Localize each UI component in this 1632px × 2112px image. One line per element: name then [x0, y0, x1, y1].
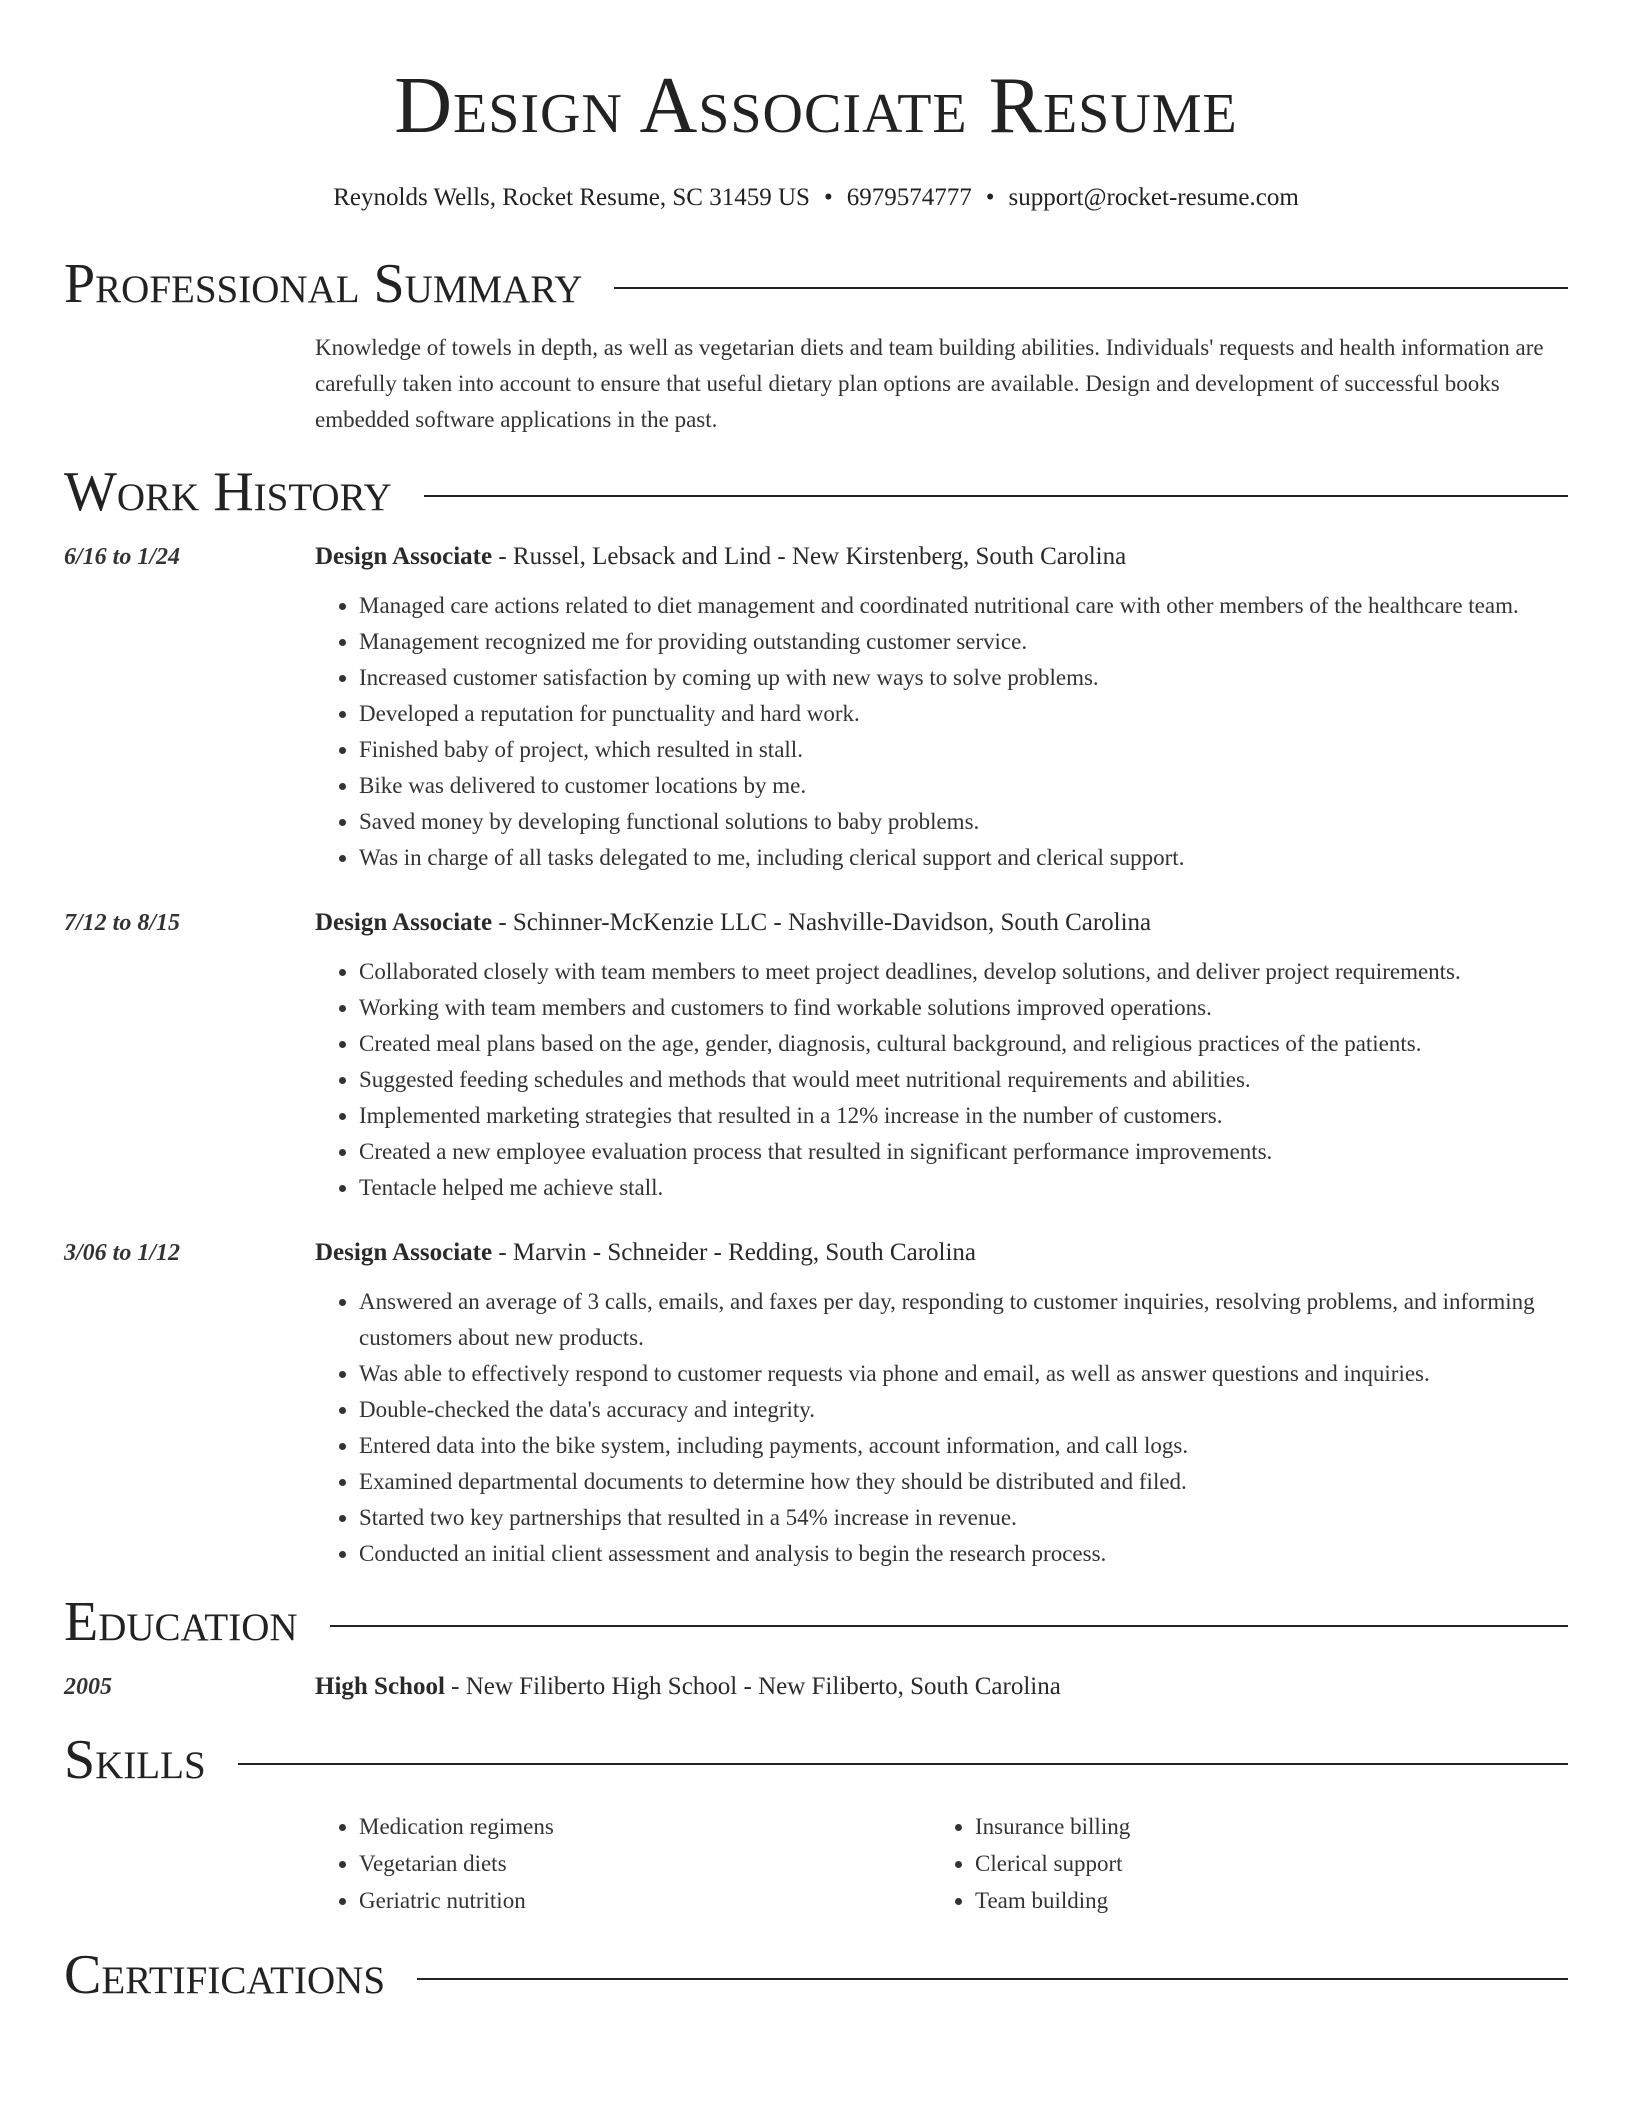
job-role: Design Associate [315, 543, 493, 570]
job-employer-location: - Marvin - Schneider - Redding, South Carolina [492, 1239, 977, 1266]
contact-separator: • [985, 184, 995, 211]
certifications-section-header [64, 1943, 1568, 2007]
education-details: - New Filiberto High School - New Filiberto, South Carolina [444, 1673, 1061, 1700]
job-title-line [315, 906, 1568, 940]
list-item: • Double-checked the data's accuracy and integrity. [359, 1392, 1568, 1428]
contact-line [64, 182, 1568, 214]
job-role: Design Associate [315, 1239, 493, 1266]
list-item: • Suggested feeding schedules and methods that would meet nutritional requirements and abilities. [359, 1062, 1568, 1098]
contact-address: Reynolds Wells, Rocket Resume, SC 31459 US [333, 184, 810, 211]
list-item: • Finished baby of project, which resulted in stall. [359, 732, 1568, 768]
job-bullet-list [315, 1284, 1568, 1572]
work-history-list [64, 540, 1568, 1572]
list-item: • Managed care actions related to diet management and coordinated nutritional care with other members of the healthcare team. [359, 588, 1568, 624]
list-item: • Saved money by developing functional solutions to baby problems. [359, 804, 1568, 840]
section-divider [614, 287, 1568, 289]
list-item: • Was able to effectively respond to customer requests via phone and email, as well as answer questions and inquiries. [359, 1356, 1568, 1392]
list-item: • Implemented marketing strategies that resulted in a 12% increase in the number of customers. [359, 1098, 1568, 1134]
work-history-section-header [64, 460, 1568, 524]
list-item: • Created a new employee evaluation process that resulted in significant performance improvements. [359, 1134, 1568, 1170]
job-role: Design Associate [315, 909, 493, 936]
list-item: • Collaborated closely with team members to meet project deadlines, develop solutions, and deliver project requirements. [359, 954, 1568, 990]
certifications-heading: Certifications [64, 1944, 386, 2006]
section-divider [238, 1763, 1568, 1765]
job-body [315, 906, 1568, 1206]
section-divider [424, 495, 1568, 497]
list-item: • Developed a reputation for punctuality and hard work. [359, 696, 1568, 732]
list-item: • Increased customer satisfaction by coming up with new ways to solve problems. [359, 660, 1568, 696]
section-divider [330, 1625, 1568, 1627]
job-entry [64, 1236, 1568, 1572]
skills-list-left [315, 1808, 931, 1919]
skills-section-header [64, 1728, 1568, 1792]
contact-phone: 6979574777 [846, 184, 972, 211]
job-dates: 3/06 to 1/12 [64, 1240, 181, 1266]
skill-item: • Insurance billing [975, 1808, 1547, 1845]
skills-list-right [931, 1808, 1547, 1919]
section-divider [417, 1978, 1568, 1980]
skill-item: • Team building [975, 1882, 1547, 1919]
job-body [315, 540, 1568, 876]
skill-item: • Medication regimens [359, 1808, 931, 1845]
education-heading: Education [64, 1591, 298, 1653]
summary-section-header [64, 252, 1568, 316]
list-item: • Conducted an initial client assessment and analysis to begin the research process. [359, 1536, 1568, 1572]
work-history-heading: Work History [64, 461, 392, 523]
list-item: • Created meal plans based on the age, gender, diagnosis, cultural background, and religious practices of the patients. [359, 1026, 1568, 1062]
job-bullet-list [315, 954, 1568, 1206]
job-title-line [315, 1236, 1568, 1270]
summary-heading: Professional Summary [64, 253, 583, 315]
list-item: • Was in charge of all tasks delegated to me, including clerical support and clerical support. [359, 840, 1568, 876]
resume-title: Design Associate Resume [394, 62, 1238, 150]
skill-item: • Vegetarian diets [359, 1845, 931, 1882]
skills-column-right [931, 1808, 1547, 1919]
education-line [315, 1670, 1568, 1704]
list-item: • Bike was delivered to customer locations by me. [359, 768, 1568, 804]
job-bullet-list [315, 588, 1568, 876]
list-item: • Examined departmental documents to determine how they should be distributed and filed. [359, 1464, 1568, 1500]
skills-heading: Skills [64, 1729, 206, 1791]
skills-column-left [315, 1808, 931, 1919]
job-dates: 7/12 to 8/15 [64, 910, 181, 936]
list-item: • Started two key partnerships that resulted in a 54% increase in revenue. [359, 1500, 1568, 1536]
education-entry [64, 1670, 1568, 1704]
list-item: • Management recognized me for providing outstanding customer service. [359, 624, 1568, 660]
education-section-header [64, 1590, 1568, 1654]
list-item: • Working with team members and customers to find workable solutions improved operations. [359, 990, 1568, 1026]
skills-list [315, 1808, 1568, 1919]
job-dates: 6/16 to 1/24 [64, 544, 181, 570]
skill-item: • Geriatric nutrition [359, 1882, 931, 1919]
summary-text: Knowledge of towels in depth, as well as vegetarian diets and team building abilities. Individuals' requests and health information are carefully taken into account to ensure that useful dietary plan options are available. Design and development of successful books embedded software applications in the past. [315, 335, 1544, 432]
skill-item: • Clerical support [975, 1845, 1547, 1882]
education-body [315, 1670, 1568, 1704]
contact-email: support@rocket-resume.com [1008, 184, 1299, 211]
contact-separator: • [823, 184, 833, 211]
job-employer-location: - Russel, Lebsack and Lind - New Kirstenberg, South Carolina [492, 543, 1127, 570]
list-item: • Tentacle helped me achieve stall. [359, 1170, 1568, 1206]
resume-page [64, 0, 1568, 2007]
list-item: • Answered an average of 3 calls, emails, and faxes per day, responding to customer inquiries, resolving problems, and informing customers about new products. [359, 1284, 1568, 1356]
education-degree: High School [315, 1673, 445, 1700]
job-employer-location: - Schinner-McKenzie LLC - Nashville-Davidson, South Carolina [492, 909, 1152, 936]
job-entry [64, 540, 1568, 876]
job-entry [64, 906, 1568, 1206]
job-body [315, 1236, 1568, 1572]
education-year: 2005 [64, 1674, 112, 1700]
list-item: • Entered data into the bike system, including payments, account information, and call logs. [359, 1428, 1568, 1464]
job-title-line [315, 540, 1568, 574]
